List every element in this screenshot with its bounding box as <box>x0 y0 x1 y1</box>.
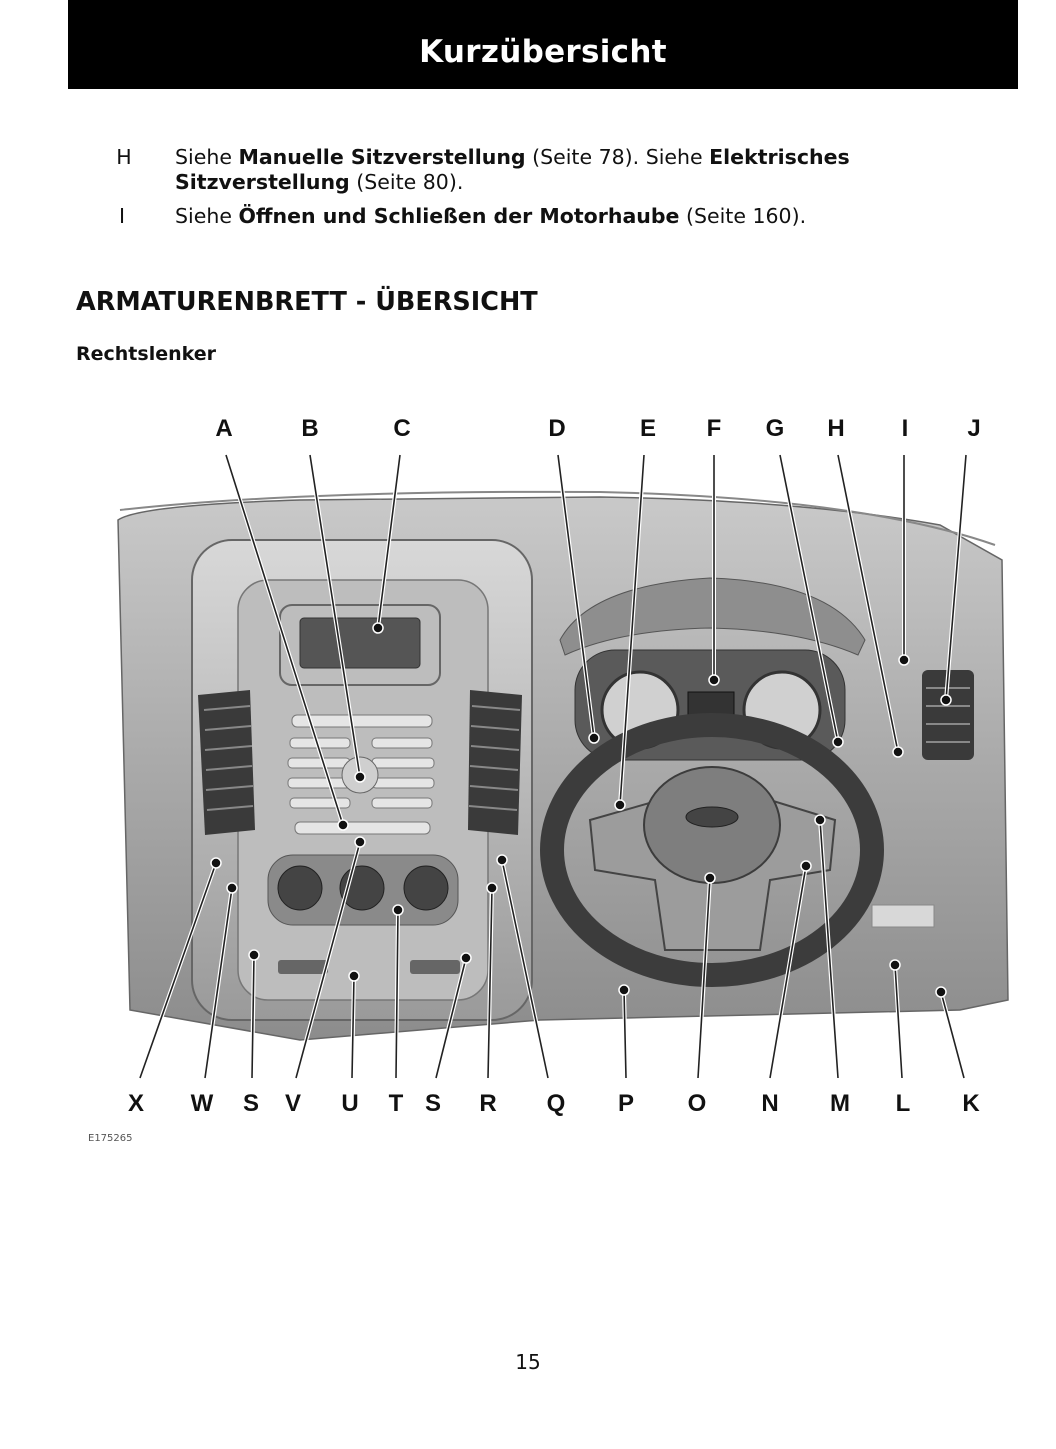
callout-label: N <box>761 1090 779 1117</box>
callout-label: X <box>127 1090 145 1117</box>
climate-knob-right <box>404 866 448 910</box>
reference-link: Öffnen und Schließen der Motorhaube <box>238 204 680 228</box>
sub-heading: Rechtslenker <box>76 343 217 365</box>
header-bar <box>68 0 1018 89</box>
callout-label: D <box>548 415 566 442</box>
callout-label: F <box>706 415 722 442</box>
display-screen <box>300 618 420 668</box>
reference-letter: H <box>116 145 132 169</box>
callout-label: M <box>830 1090 850 1117</box>
right-air-vent <box>468 690 522 835</box>
figure-id: E175265 <box>88 1133 133 1144</box>
callout-label: J <box>967 415 981 442</box>
callout-label: K <box>962 1090 980 1117</box>
callout-label: S <box>424 1090 442 1117</box>
callout-label: U <box>341 1090 359 1117</box>
reference-link: Sitzverstellung <box>175 170 350 194</box>
callout-label: A <box>215 415 233 442</box>
callout-label: S <box>242 1090 260 1117</box>
top-callout-labels <box>215 415 980 442</box>
dashboard-illustration <box>0 395 1056 1135</box>
callout-label: Q <box>546 1090 566 1117</box>
callout-label: I <box>901 415 909 442</box>
brand-emblem <box>686 807 738 827</box>
callout-label: L <box>895 1090 911 1117</box>
callout-label: V <box>284 1090 302 1117</box>
reference-link: Elektrisches <box>709 145 850 169</box>
reference-text: Siehe Öffnen und Schließen der Motorhaube (Seite 160). <box>175 204 807 228</box>
section-heading: ARMATURENBRETT - ÜBERSICHT <box>76 287 538 317</box>
climate-knob-left <box>278 866 322 910</box>
callout-label: O <box>687 1090 707 1117</box>
reference-text: Siehe Manuelle Sitzverstellung (Seite 78). Siehe Elektrisches Sitzverstellung (Seite 80). <box>175 145 850 194</box>
page-header-title: Kurzübersicht <box>419 34 667 70</box>
reference-letter: I <box>118 204 126 228</box>
callout-label: P <box>617 1090 635 1117</box>
callout-label: B <box>301 415 319 442</box>
bottom-callout-labels <box>128 1090 980 1117</box>
callout-label: G <box>765 415 785 442</box>
callout-label: W <box>190 1090 214 1117</box>
reference-link: Manuelle Sitzverstellung <box>238 145 526 169</box>
left-air-vent <box>198 690 255 835</box>
callout-label: E <box>639 415 657 442</box>
callout-label: H <box>827 415 845 442</box>
page-number: 15 <box>515 1350 541 1374</box>
callout-label: R <box>479 1090 497 1117</box>
callout-label: T <box>388 1090 404 1117</box>
callout-label: C <box>393 415 411 442</box>
